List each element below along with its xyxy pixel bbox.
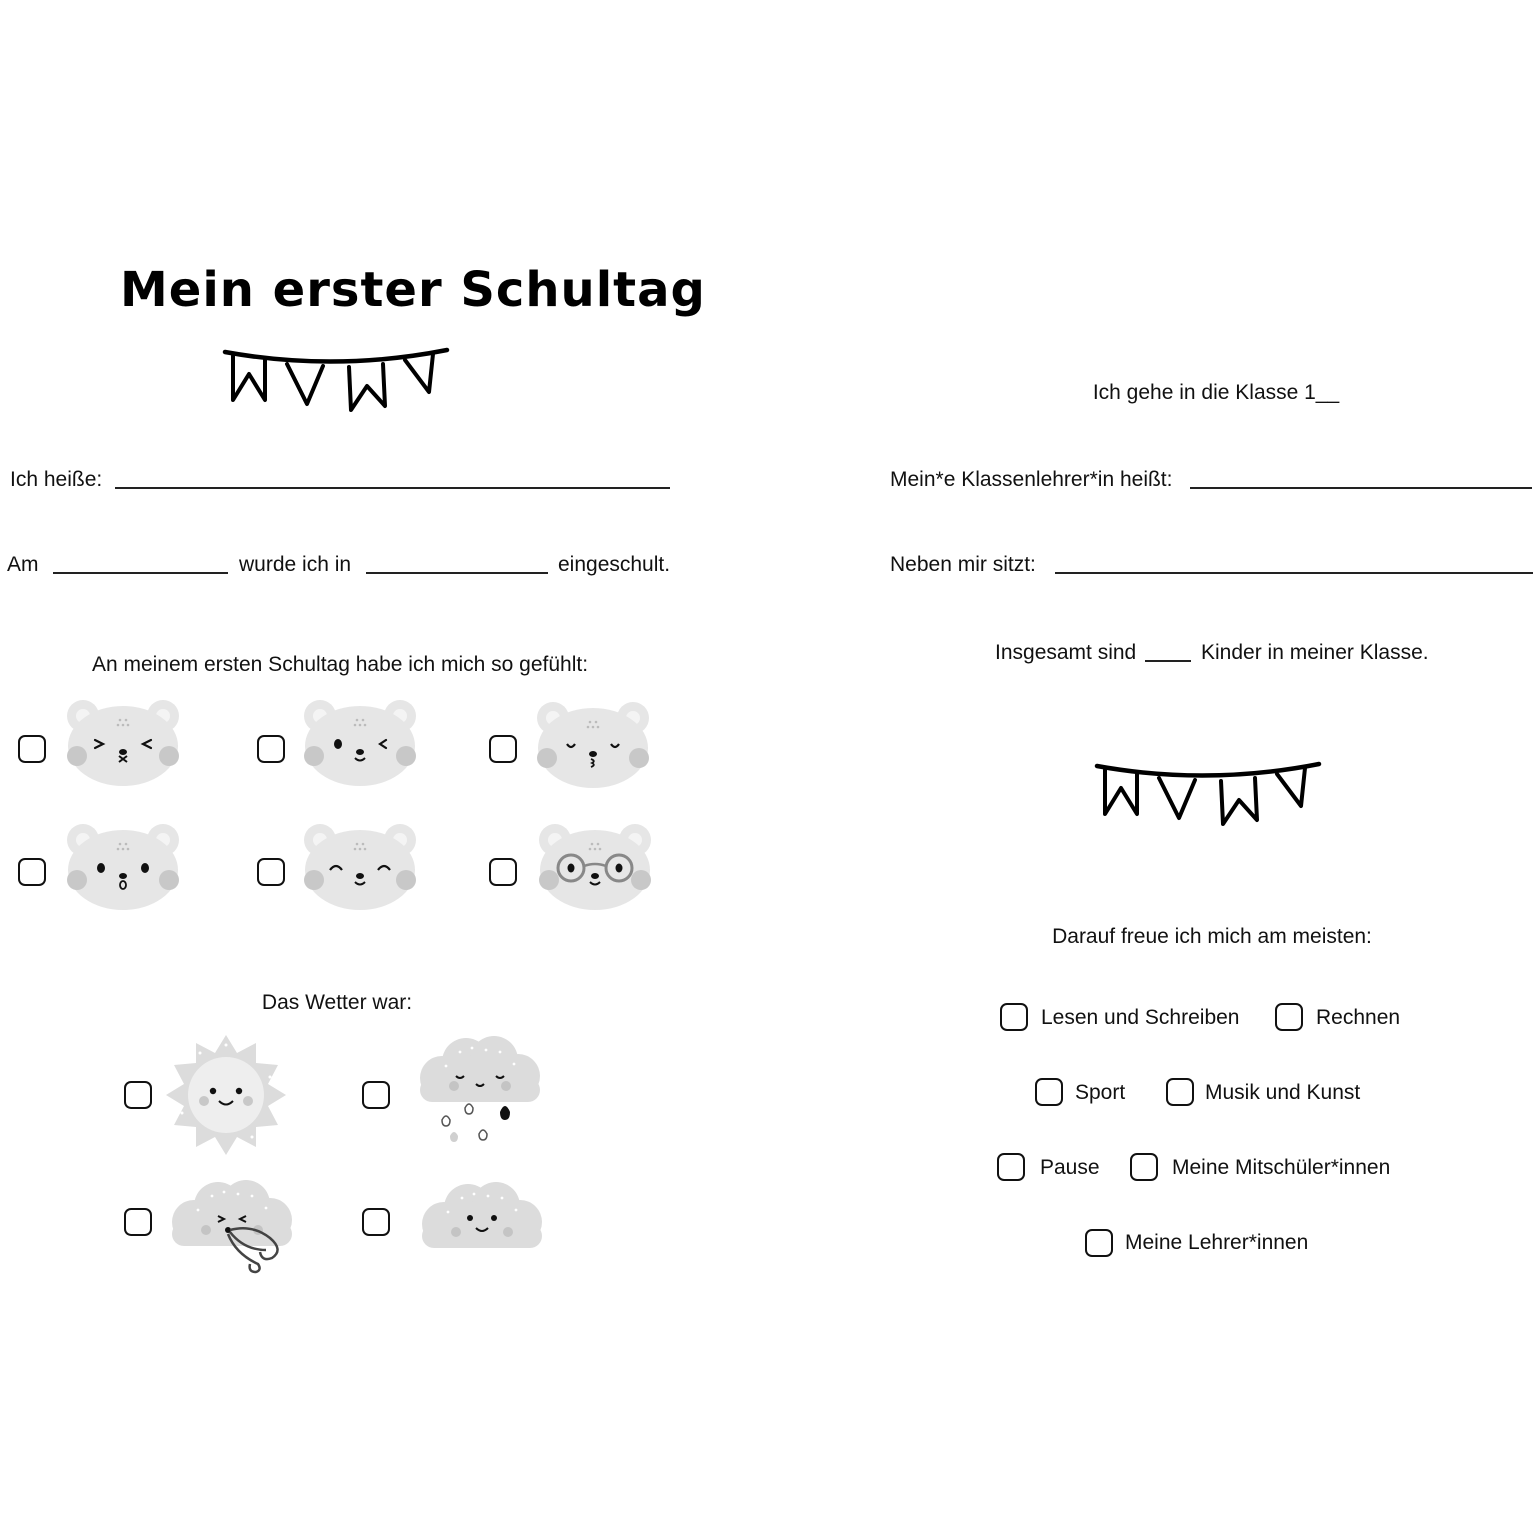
neighbor-label: Neben mir sitzt: <box>890 553 1036 576</box>
wind-cloud-icon <box>165 1188 299 1274</box>
count-input-line[interactable] <box>1145 660 1191 662</box>
feeling-checkbox-1[interactable] <box>18 735 46 763</box>
feeling-checkbox-5[interactable] <box>257 858 285 886</box>
teacher-label: Mein*e Klassenlehrer*in heißt: <box>890 468 1173 491</box>
option-checkbox-rechnen[interactable] <box>1275 1003 1303 1031</box>
feeling-checkbox-4[interactable] <box>18 858 46 886</box>
bunting-icon <box>225 350 455 420</box>
option-checkbox-musik[interactable] <box>1166 1078 1194 1106</box>
option-label-pause: Pause <box>1040 1156 1100 1179</box>
option-label-mitschueler: Meine Mitschüler*innen <box>1172 1156 1391 1179</box>
date-input-line[interactable] <box>53 572 228 574</box>
option-checkbox-lesen[interactable] <box>1000 1003 1028 1031</box>
feelings-prompt: An meinem ersten Schultag habe ich mich so gefühlt: <box>91 653 589 676</box>
option-label-sport: Sport <box>1075 1081 1126 1104</box>
feeling-checkbox-6[interactable] <box>489 858 517 886</box>
option-checkbox-pause[interactable] <box>997 1153 1025 1181</box>
option-checkbox-lehrer[interactable] <box>1085 1229 1113 1257</box>
option-label-rechnen: Rechnen <box>1316 1006 1401 1029</box>
rain-cloud-icon <box>413 1042 547 1160</box>
neighbor-input-line[interactable] <box>1055 572 1533 574</box>
weather-checkbox-cloud[interactable] <box>362 1208 390 1236</box>
bear-kiss-face-icon <box>533 700 653 792</box>
name-input-line[interactable] <box>115 487 670 489</box>
date-am-label: Am <box>7 553 39 576</box>
bear-happy-closed-eyes-face-icon <box>300 822 420 914</box>
option-checkbox-sport[interactable] <box>1035 1078 1063 1106</box>
bear-wink-face-icon <box>300 698 420 790</box>
weather-checkbox-rain[interactable] <box>362 1081 390 1109</box>
weather-prompt: Das Wetter war: <box>261 991 413 1014</box>
option-label-lehrer: Meine Lehrer*innen <box>1125 1231 1309 1254</box>
feeling-checkbox-2[interactable] <box>257 735 285 763</box>
date-wurde-label: wurde ich in <box>239 553 352 576</box>
weather-checkbox-wind[interactable] <box>124 1208 152 1236</box>
option-checkbox-mitschueler[interactable] <box>1130 1153 1158 1181</box>
count-prefix: Insgesamt sind <box>995 641 1137 664</box>
weather-checkbox-sun[interactable] <box>124 1081 152 1109</box>
date-eingeschult-label: eingeschult. <box>558 553 671 576</box>
cloud-icon <box>415 1188 549 1252</box>
looking-forward-prompt: Darauf freue ich mich am meisten: <box>1052 925 1372 948</box>
bear-squint-face-icon <box>63 698 183 790</box>
bear-surprised-face-icon <box>63 822 183 914</box>
sun-icon <box>165 1034 287 1156</box>
teacher-input-line[interactable] <box>1190 487 1532 489</box>
name-label: Ich heiße: <box>10 468 103 491</box>
bunting-icon <box>1097 764 1327 834</box>
option-label-lesen: Lesen und Schreiben <box>1041 1006 1240 1029</box>
bear-glasses-face-icon <box>535 822 655 914</box>
option-label-musik: Musik und Kunst <box>1205 1081 1361 1104</box>
page-title: Mein erster Schultag <box>120 262 706 318</box>
feeling-checkbox-3[interactable] <box>489 735 517 763</box>
place-input-line[interactable] <box>366 572 548 574</box>
count-suffix: Kinder in meiner Klasse. <box>1201 641 1429 664</box>
class-label: Ich gehe in die Klasse 1__ <box>1092 381 1340 404</box>
